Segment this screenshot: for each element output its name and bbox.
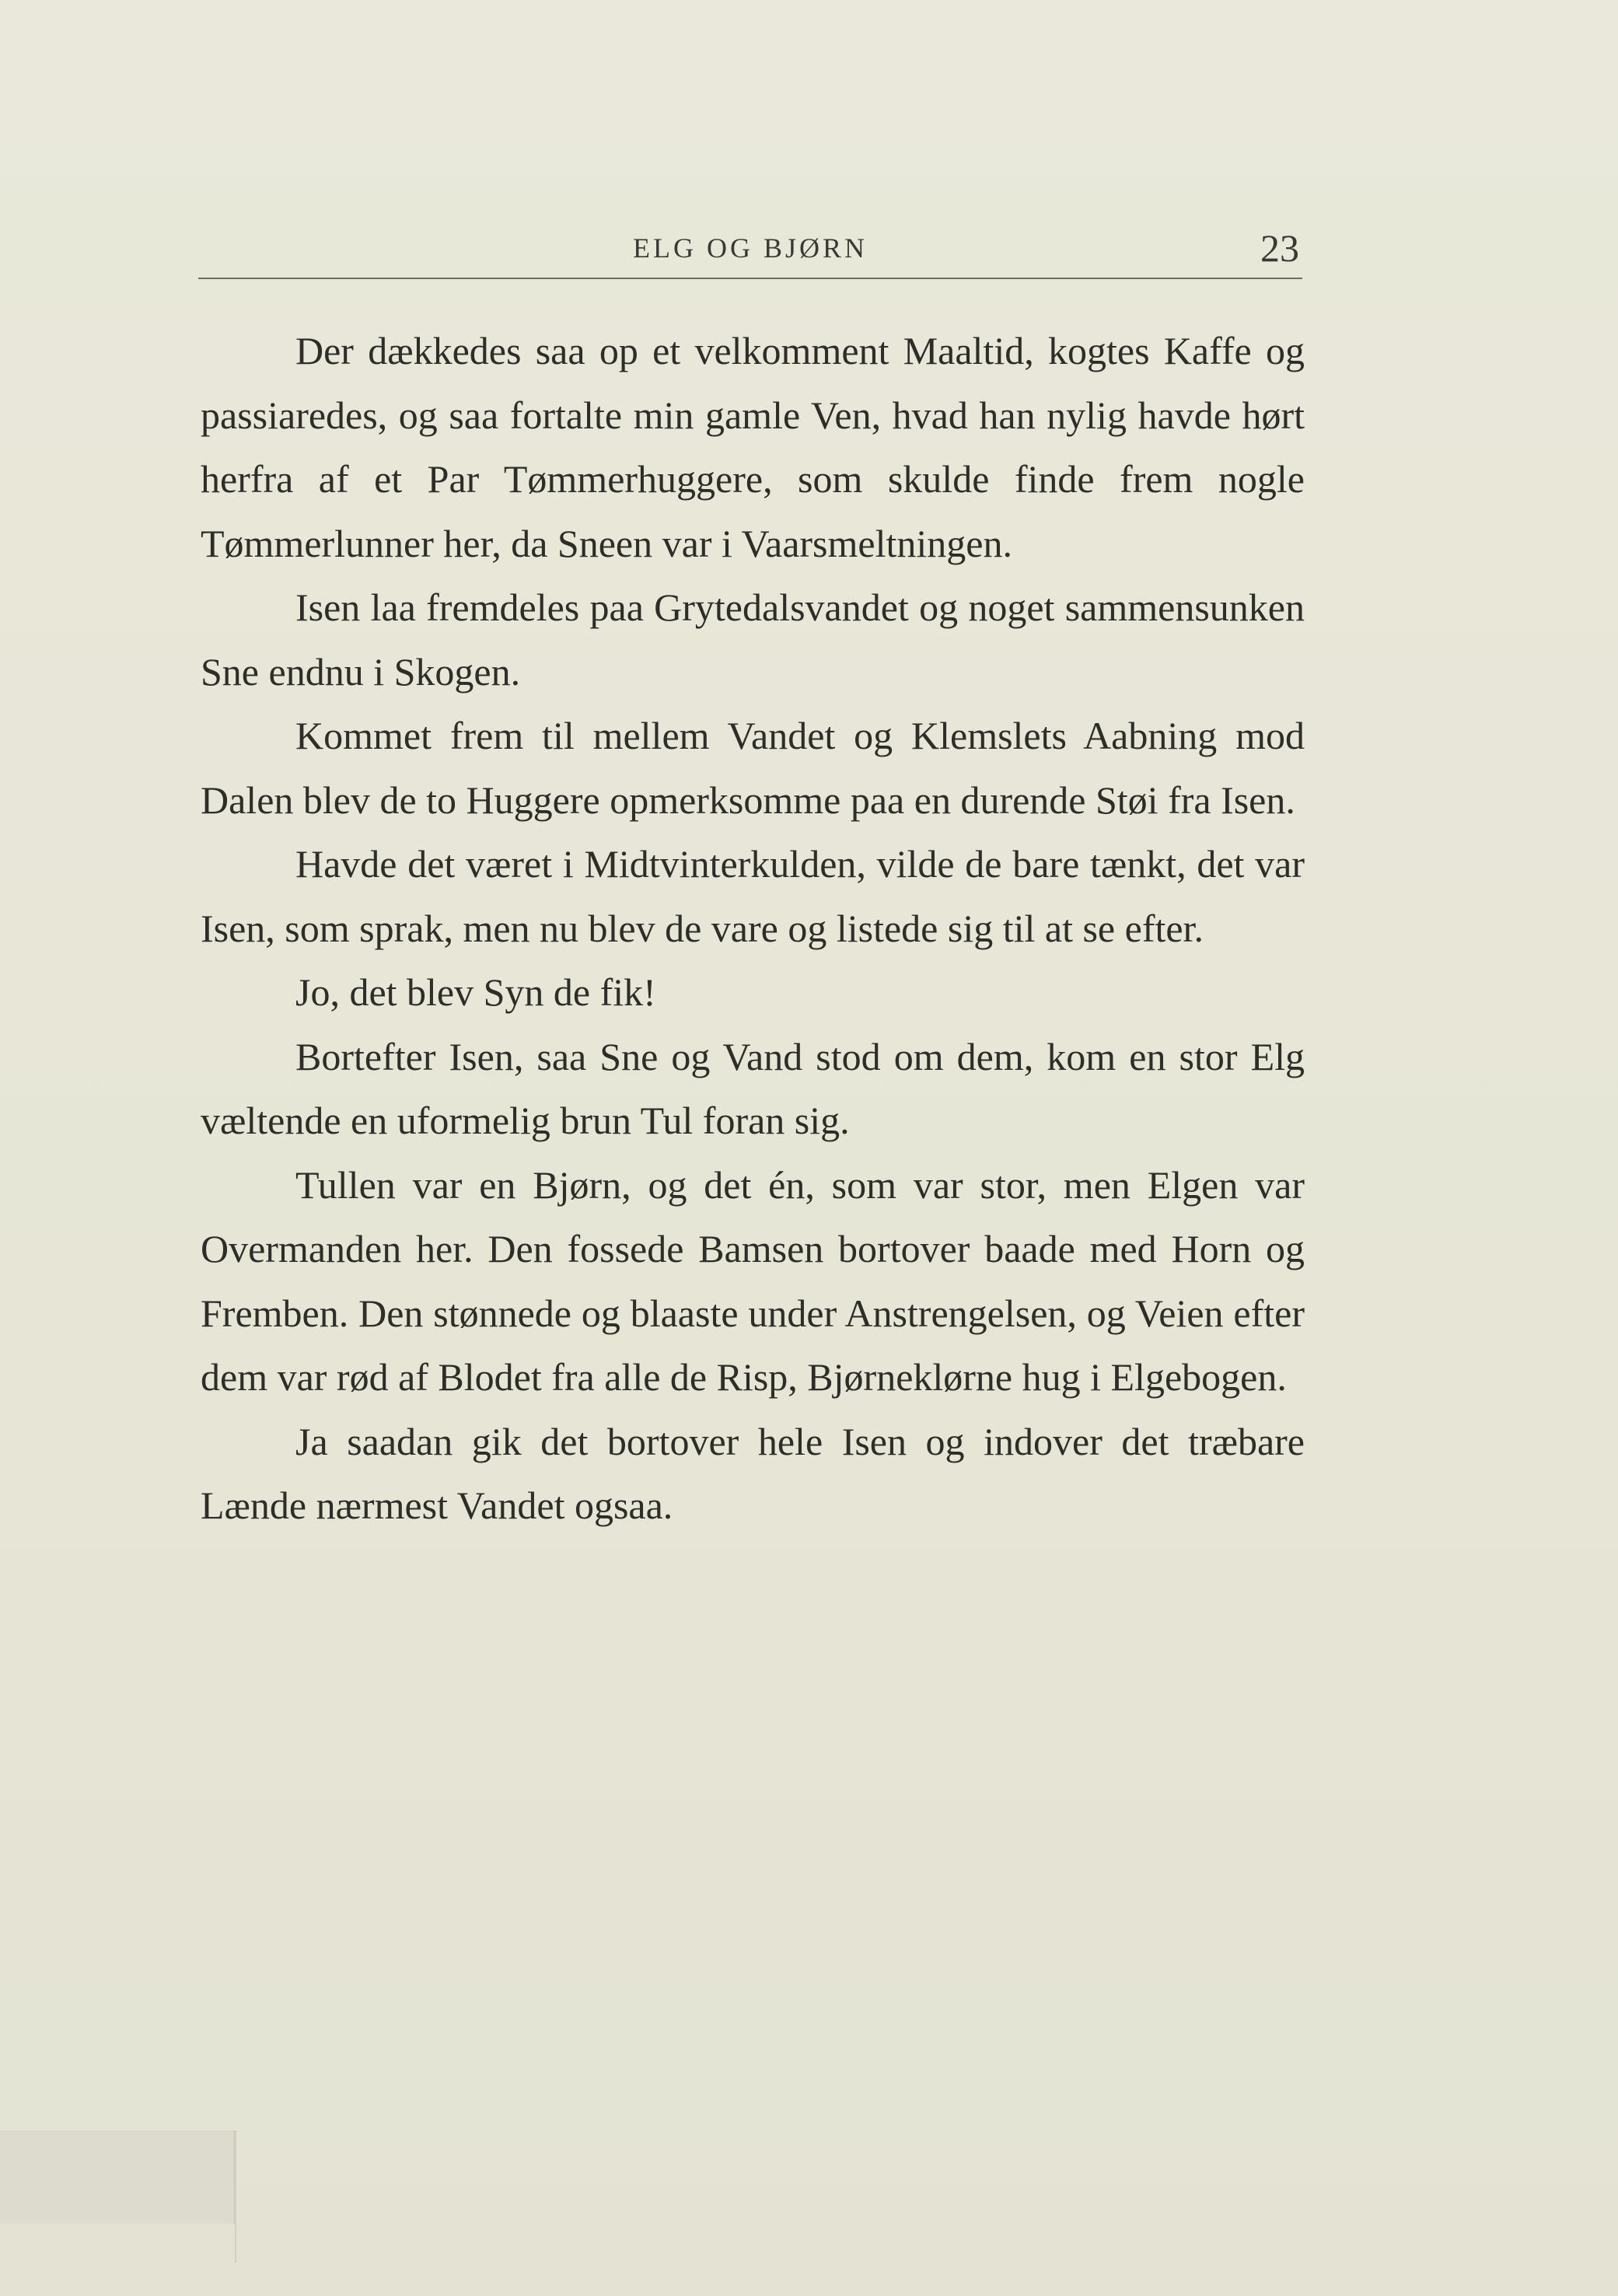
page-header [198, 225, 1302, 280]
paragraph: Ja saadan gik det bortover hele Isen og indover det træbare Lænde nærmest Vandet ogsaa. [201, 1419, 1305, 1527]
header-rule [198, 278, 1302, 279]
paragraph: Bortefter Isen, saa Sne og Vand stod om dem, kom en stor Elg væltende en uformelig brun Tul foran sig. [201, 1034, 1305, 1142]
paragraph: Havde det været i Midtvinterkulden, vilde de bare tænkt, det var Isen, som sprak, men nu blev de vare og listede sig til at se efter. [201, 842, 1305, 950]
binding-edge [235, 2130, 236, 2263]
paragraph: Tullen var en Bjørn, og det én, som var stor, men Elgen var Overmanden her. Den fossede Bamsen bortover baade med Horn og Fremben. Den stønnede og blaaste under Anstrengelsen, og Veien efter dem var rød af Blodet fra alle de Risp, Bjørneklørne hug i Elgebogen. [201, 1162, 1305, 1399]
paragraph: Kommet frem til mellem Vandet og Klemslets Aabning mod Dalen blev de to Huggere opmerksomme paa en durende Støi fra Isen. [201, 714, 1305, 822]
paragraph: Isen laa fremdeles paa Grytedalsvandet og noget sammensunken Sne endnu i Skogen. [201, 585, 1305, 694]
body-text [201, 319, 1305, 1538]
binding-tab [0, 2130, 235, 2224]
paragraph: Der dækkedes saa op et velkomment Maaltid, kogtes Kaffe og passiaredes, og saa fortalte min gamle Ven, hvad han nylig havde hørt herfra af et Par Tømmerhuggere, som skulde finde frem nogle Tømmerlunner her, da Sneen var i Vaarsmeltningen. [201, 329, 1305, 565]
running-title: ELG OG BJØRN [632, 232, 868, 264]
paragraph: Jo, det blev Syn de fik! [295, 970, 656, 1014]
page-number: 23 [1260, 226, 1299, 270]
